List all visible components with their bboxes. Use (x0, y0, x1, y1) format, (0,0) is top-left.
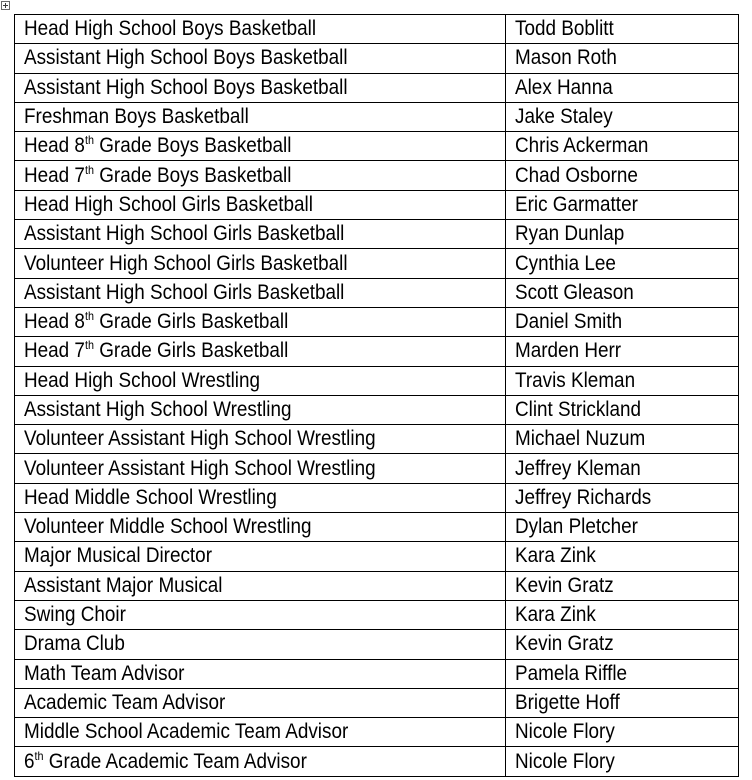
position-label: Academic Team Advisor (24, 690, 226, 714)
position-cell[interactable] (15, 659, 506, 688)
person-name: Kara Zink (515, 603, 596, 627)
person-name: Cynthia Lee (515, 251, 616, 275)
person-name: Kevin Gratz (515, 573, 614, 597)
table-row (15, 337, 739, 366)
position-label: Assistant High School Girls Basketball (24, 280, 345, 304)
person-name: Chad Osborne (515, 163, 638, 187)
name-cell[interactable] (506, 395, 739, 424)
position-text (24, 514, 312, 540)
name-cell[interactable] (506, 102, 739, 131)
table-row (15, 102, 739, 131)
position-label: Assistant Major Musical (24, 573, 223, 597)
position-label-rest: Grade Girls Basketball (93, 310, 289, 334)
position-text (24, 485, 277, 511)
ordinal-suffix: th (84, 133, 94, 148)
position-text (24, 690, 225, 716)
table-row (15, 425, 739, 454)
position-text (24, 104, 249, 130)
person-name: Mason Roth (515, 46, 617, 70)
position-cell[interactable] (15, 278, 506, 307)
position-label: Assistant High School Boys Basketball (24, 46, 348, 70)
position-text (24, 280, 344, 306)
person-name: Nicole Flory (515, 720, 615, 744)
position-cell[interactable] (15, 395, 506, 424)
table-row (15, 161, 739, 190)
position-cell[interactable] (15, 73, 506, 102)
table-move-handle-icon[interactable] (1, 1, 10, 10)
position-text (24, 251, 348, 277)
table-row (15, 249, 739, 278)
position-label: Head Middle School Wrestling (24, 485, 277, 509)
position-cell[interactable] (15, 15, 506, 44)
name-cell[interactable] (506, 718, 739, 747)
position-text (24, 397, 292, 423)
position-text (24, 75, 348, 101)
person-name: Jeffrey Kleman (515, 456, 641, 480)
name-cell[interactable] (506, 688, 739, 717)
position-label-rest: Grade Boys Basketball (93, 163, 292, 187)
person-name: Eric Garmatter (515, 192, 638, 216)
position-label: Volunteer Assistant High School Wrestling (24, 427, 376, 451)
table-row (15, 483, 739, 512)
name-cell[interactable] (506, 15, 739, 44)
name-cell[interactable] (506, 132, 739, 161)
table-row (15, 278, 739, 307)
position-cell[interactable] (15, 132, 506, 161)
position-label: Swing Choir (24, 603, 126, 627)
position-cell[interactable] (15, 600, 506, 629)
name-cell[interactable] (506, 337, 739, 366)
position-label: Head High School Girls Basketball (24, 192, 313, 216)
position-label: Middle School Academic Team Advisor (24, 720, 349, 744)
position-label: Math Team Advisor (24, 661, 185, 685)
person-name: Brigette Hoff (515, 690, 620, 714)
ordinal-suffix: th (84, 309, 94, 324)
person-name: Jake Staley (515, 105, 613, 129)
table-row (15, 688, 739, 717)
position-label-rest: Grade Girls Basketball (93, 339, 289, 363)
name-cell[interactable] (506, 630, 739, 659)
position-label: Assistant High School Boys Basketball (24, 75, 348, 99)
person-name: Chris Ackerman (515, 134, 649, 158)
name-cell[interactable] (506, 659, 739, 688)
position-text (24, 573, 223, 599)
table-row (15, 571, 739, 600)
table-row (15, 44, 739, 73)
position-label-rest: Grade Boys Basketball (93, 134, 292, 158)
position-label: Freshman Boys Basketball (24, 105, 249, 129)
name-cell[interactable] (506, 454, 739, 483)
position-text (24, 749, 307, 775)
position-cell[interactable] (15, 571, 506, 600)
table-row (15, 600, 739, 629)
position-cell[interactable] (15, 44, 506, 73)
position-label: Head 8 (24, 310, 85, 334)
position-text (24, 602, 126, 628)
position-cell[interactable] (15, 542, 506, 571)
position-cell[interactable] (15, 747, 506, 776)
name-cell[interactable] (506, 747, 739, 776)
table-body (15, 15, 739, 777)
person-name: Dylan Pletcher (515, 515, 638, 539)
position-cell[interactable] (15, 366, 506, 395)
table-row (15, 190, 739, 219)
position-text (24, 163, 291, 189)
table-row (15, 747, 739, 776)
position-label: Drama Club (24, 632, 125, 656)
position-label: 6 (24, 749, 35, 773)
name-cell[interactable] (506, 307, 739, 336)
position-text (24, 719, 348, 745)
name-cell[interactable] (506, 600, 739, 629)
position-cell[interactable] (15, 630, 506, 659)
position-cell[interactable] (15, 220, 506, 249)
person-name: Jeffrey Richards (515, 485, 652, 509)
position-text (24, 192, 313, 218)
name-cell[interactable] (506, 278, 739, 307)
staff-assignment-table (14, 14, 739, 777)
position-label: Assistant High School Wrestling (24, 398, 292, 421)
position-text (24, 368, 260, 394)
position-text (24, 631, 125, 657)
name-cell[interactable] (506, 220, 739, 249)
table-row (15, 513, 739, 542)
name-cell[interactable] (506, 571, 739, 600)
position-text (24, 456, 376, 482)
name-cell[interactable] (506, 425, 739, 454)
table-row (15, 15, 739, 44)
table-row (15, 395, 739, 424)
name-cell[interactable] (506, 366, 739, 395)
name-cell[interactable] (506, 73, 739, 102)
name-cell[interactable] (506, 249, 739, 278)
position-cell[interactable] (15, 688, 506, 717)
position-label: Volunteer Middle School Wrestling (24, 515, 312, 539)
position-cell[interactable] (15, 483, 506, 512)
person-name: Todd Boblitt (515, 17, 614, 41)
table-row (15, 630, 739, 659)
position-cell[interactable] (15, 161, 506, 190)
position-label-rest: Grade Academic Team Advisor (43, 749, 307, 773)
person-name: Michael Nuzum (515, 427, 646, 451)
person-name: Ryan Dunlap (515, 222, 625, 246)
person-name: Travis Kleman (515, 368, 636, 392)
name-cell[interactable] (506, 190, 739, 219)
table-row (15, 73, 739, 102)
position-text (24, 45, 348, 71)
name-cell[interactable] (506, 44, 739, 73)
person-name: Marden Herr (515, 339, 622, 363)
table-row (15, 718, 739, 747)
person-name: Daniel Smith (515, 310, 623, 334)
position-cell[interactable] (15, 718, 506, 747)
position-text (24, 309, 288, 335)
position-cell[interactable] (15, 337, 506, 366)
position-cell[interactable] (15, 102, 506, 131)
table-row (15, 659, 739, 688)
position-cell[interactable] (15, 307, 506, 336)
person-name: Nicole Flory (515, 749, 615, 773)
position-label: Major Musical Director (24, 544, 212, 568)
ordinal-suffix: th (84, 338, 94, 353)
position-label: Volunteer Assistant High School Wrestling (24, 456, 376, 480)
position-cell[interactable] (15, 454, 506, 483)
position-label: Head 8 (24, 134, 85, 158)
position-label: Head High School Boys Basketball (24, 17, 317, 41)
ordinal-suffix: th (84, 162, 94, 177)
person-name: Scott Gleason (515, 280, 634, 304)
table-row (15, 220, 739, 249)
position-text (24, 338, 288, 364)
table-row (15, 366, 739, 395)
person-name: Kevin Gratz (515, 632, 614, 656)
person-name: Alex Hanna (515, 75, 613, 99)
position-cell[interactable] (15, 425, 506, 454)
person-name: Pamela Riffle (515, 661, 628, 685)
ordinal-suffix: th (34, 748, 44, 763)
position-cell[interactable] (15, 190, 506, 219)
position-text (24, 133, 291, 159)
position-label: Head High School Wrestling (24, 368, 261, 392)
position-text (24, 426, 376, 452)
position-text (24, 221, 344, 247)
name-cell[interactable] (506, 483, 739, 512)
table-row (15, 307, 739, 336)
position-label: Head 7 (24, 163, 85, 187)
position-label: Head 7 (24, 339, 85, 363)
position-cell[interactable] (15, 249, 506, 278)
position-cell[interactable] (15, 513, 506, 542)
table-row (15, 132, 739, 161)
name-cell[interactable] (506, 161, 739, 190)
position-text (24, 661, 184, 687)
position-text (24, 543, 212, 569)
position-text (24, 16, 316, 42)
position-label: Assistant High School Girls Basketball (24, 222, 345, 246)
person-name: Kara Zink (515, 544, 596, 568)
position-label: Volunteer High School Girls Basketball (24, 251, 348, 275)
table-row (15, 454, 739, 483)
name-cell[interactable] (506, 542, 739, 571)
name-cell[interactable] (506, 513, 739, 542)
person-name: Clint Strickland (515, 398, 642, 421)
table-row (15, 542, 739, 571)
